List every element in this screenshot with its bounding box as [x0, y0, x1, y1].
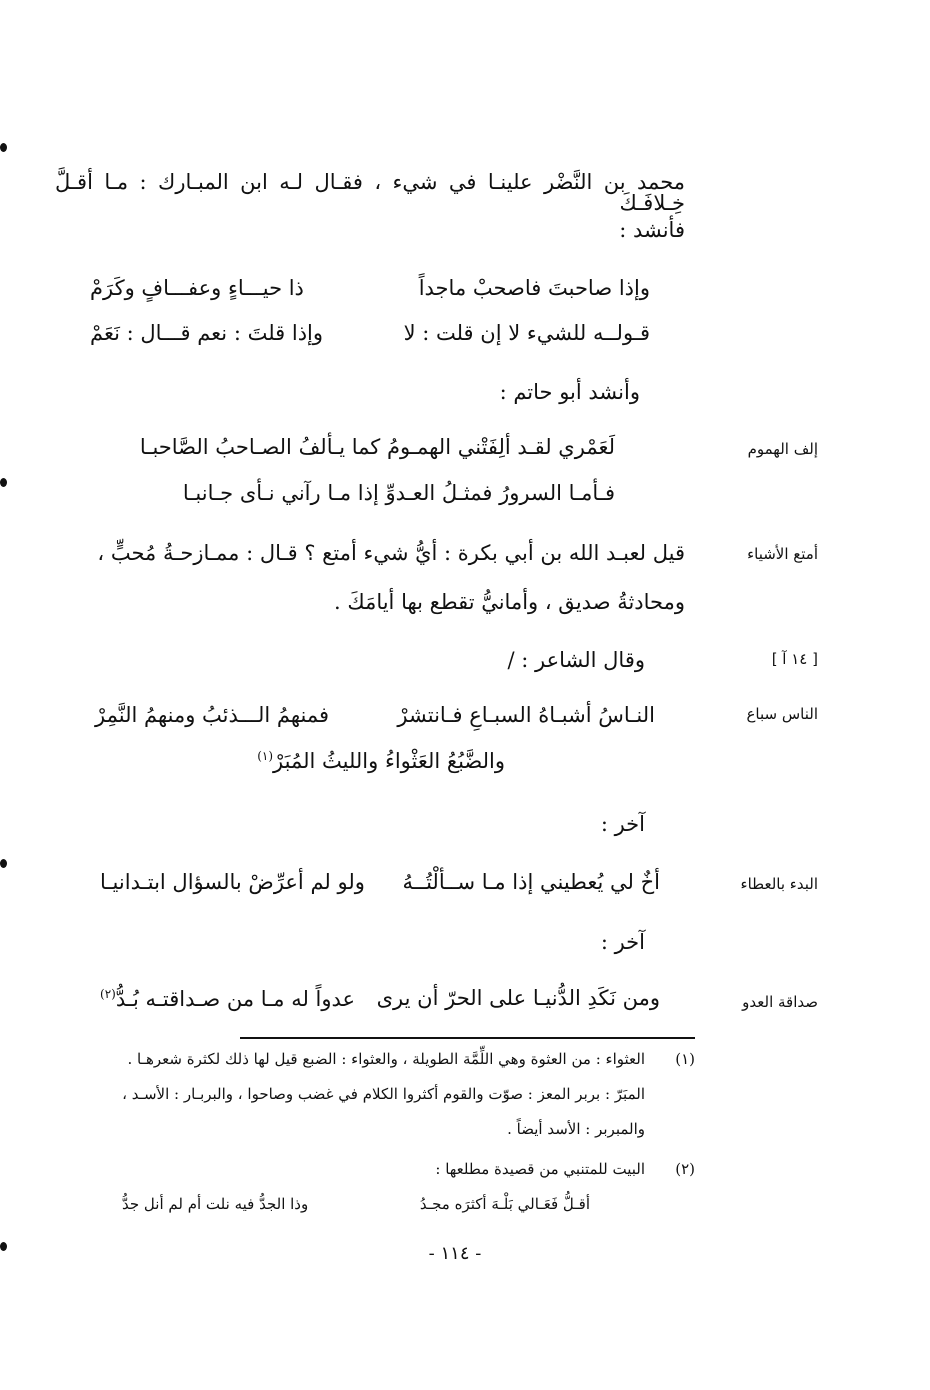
- footnote-2-verse-first-hemistich: أقـلُّ فَعَـالي بَلْـهَ أكثرَه مجـدُ: [419, 1195, 590, 1213]
- folio-marker: [ ١٤ آ ]: [771, 650, 818, 668]
- opening-line-1: محمد بن النَّضْر علينـا في شيء ، فقـال لـه ابن المبـارك : مـا أقـلَّ خِـلافَـكَ: [55, 170, 685, 215]
- margin-note-sadaqat-aladuw: صداقة العدو: [742, 993, 818, 1011]
- poem1-line2-first-hemistich: قـولــه للشيء لا إن قلت : لا: [403, 321, 650, 345]
- footnote-divider: [240, 1037, 695, 1039]
- binding-mark: [0, 1242, 7, 1251]
- poem5-second-hemistich: [100, 988, 430, 1010]
- poem3-line1-first-hemistich: النـاسُ أشبـاهُ السبـاعِ فـانتشرْ: [397, 703, 655, 727]
- poem1-line1-first-hemistich: وإذا صاحبتَ فاصحبْ ماجداً: [418, 276, 650, 300]
- poem3-line2: [257, 750, 505, 772]
- footnote-ref-1: (١): [257, 749, 274, 763]
- poem2-line2: فـأمـا السرورُ فمثـلُ العـدوِّ إذا مـا رآني نـأى جـانبـا: [182, 481, 615, 505]
- poet-said: وقال الشاعر : /: [507, 648, 645, 672]
- margin-note-ilf-alhumum: إلف الهموم: [747, 440, 818, 458]
- poem1-line2-second-hemistich: وإذا قلتَ : نعم قـــال : نَعَمْ: [90, 321, 324, 345]
- footnote-1-number: (١): [675, 1050, 695, 1068]
- intro-abu-hatim: وأنشد أبو حاتم :: [499, 380, 640, 404]
- binding-mark: [0, 859, 7, 868]
- footnote-1-line-2: المبَرّ : بربر المعز : صوّت والقوم أكثروا الكلام في غضب وصاحوا ، والبربـار : الأسـد ،: [122, 1085, 645, 1103]
- margin-note-amta-alashya: أمتع الأشياء: [747, 545, 818, 563]
- poem2-line1: لَعَمْري لقـد ألِفَتْني الهمـومُ كما يـألفُ الصـاحبُ الصَّاحبـا: [139, 435, 615, 459]
- akhar-label-1: آخر :: [600, 812, 645, 836]
- margin-note-alnas-sibaa: الناس سباع: [746, 705, 818, 723]
- footnote-1-line-3: والمبربر : الأسد أيضاً .: [507, 1120, 645, 1138]
- margin-note-albad-bilata: البدء بالعطاء: [740, 875, 818, 893]
- opening-line-2: فأنشد :: [619, 218, 685, 242]
- poem3-line1-second-hemistich: فمنهمُ الـــذئبُ ومنهمُ النَّمِرْ: [95, 703, 330, 727]
- poem4-second-hemistich: ولو لم أعرِّضْ بالسؤال ابتـدانيـا: [100, 870, 365, 894]
- poem5-second-hemistich-text: عدواً له مـا من صـداقتـه بُـدُّ: [115, 987, 356, 1011]
- footnote-2-verse-second-hemistich: وذا الجدُّ فيه نلت أم لم أنل جدُّ: [122, 1195, 309, 1213]
- footnote-2-number: (٢): [675, 1160, 695, 1178]
- binding-mark: [0, 478, 7, 487]
- amta-line-2: ومحادثةُ صديق ، وأمانيُّ تقطع بها أيامَكَ .: [334, 590, 685, 614]
- footnote-2-line-1: البيت للمتنبي من قصيدة مطلعها :: [435, 1160, 645, 1178]
- footnote-1-line-1: العثواء : من العثوة وهي اللِّمَّة الطويلة ، والعثواء : الضبع قيل لها ذلك لكثرة شعرهـا .: [127, 1050, 645, 1068]
- amta-line-1: قيل لعبـد الله بن أبي بكرة : أيُّ شيء أمتع ؟ قـال : ممـازحـةُ مُحبٍّ ،: [97, 541, 685, 565]
- poem3-line2-text: والضَّبُعُ العَثْواءُ والليثُ المُبَرْ: [273, 749, 505, 773]
- page-number: - ١١٤ -: [428, 1243, 482, 1264]
- poem1-line1-second-hemistich: ذا حيـــاءٍ وعفـــافٍ وكَرَمْ: [90, 276, 304, 300]
- footnote-ref-2: (٢): [100, 987, 116, 1001]
- binding-mark: [0, 143, 7, 152]
- poem4-first-hemistich: أخٌ لي يُعطيني إذا مـا ســألْتُــهُ: [402, 870, 660, 894]
- akhar-label-2: آخر :: [600, 930, 645, 954]
- poem5-first-hemistich: ومن نَكَدِ الدُّنيـا على الحرّ أن يرى: [376, 986, 660, 1010]
